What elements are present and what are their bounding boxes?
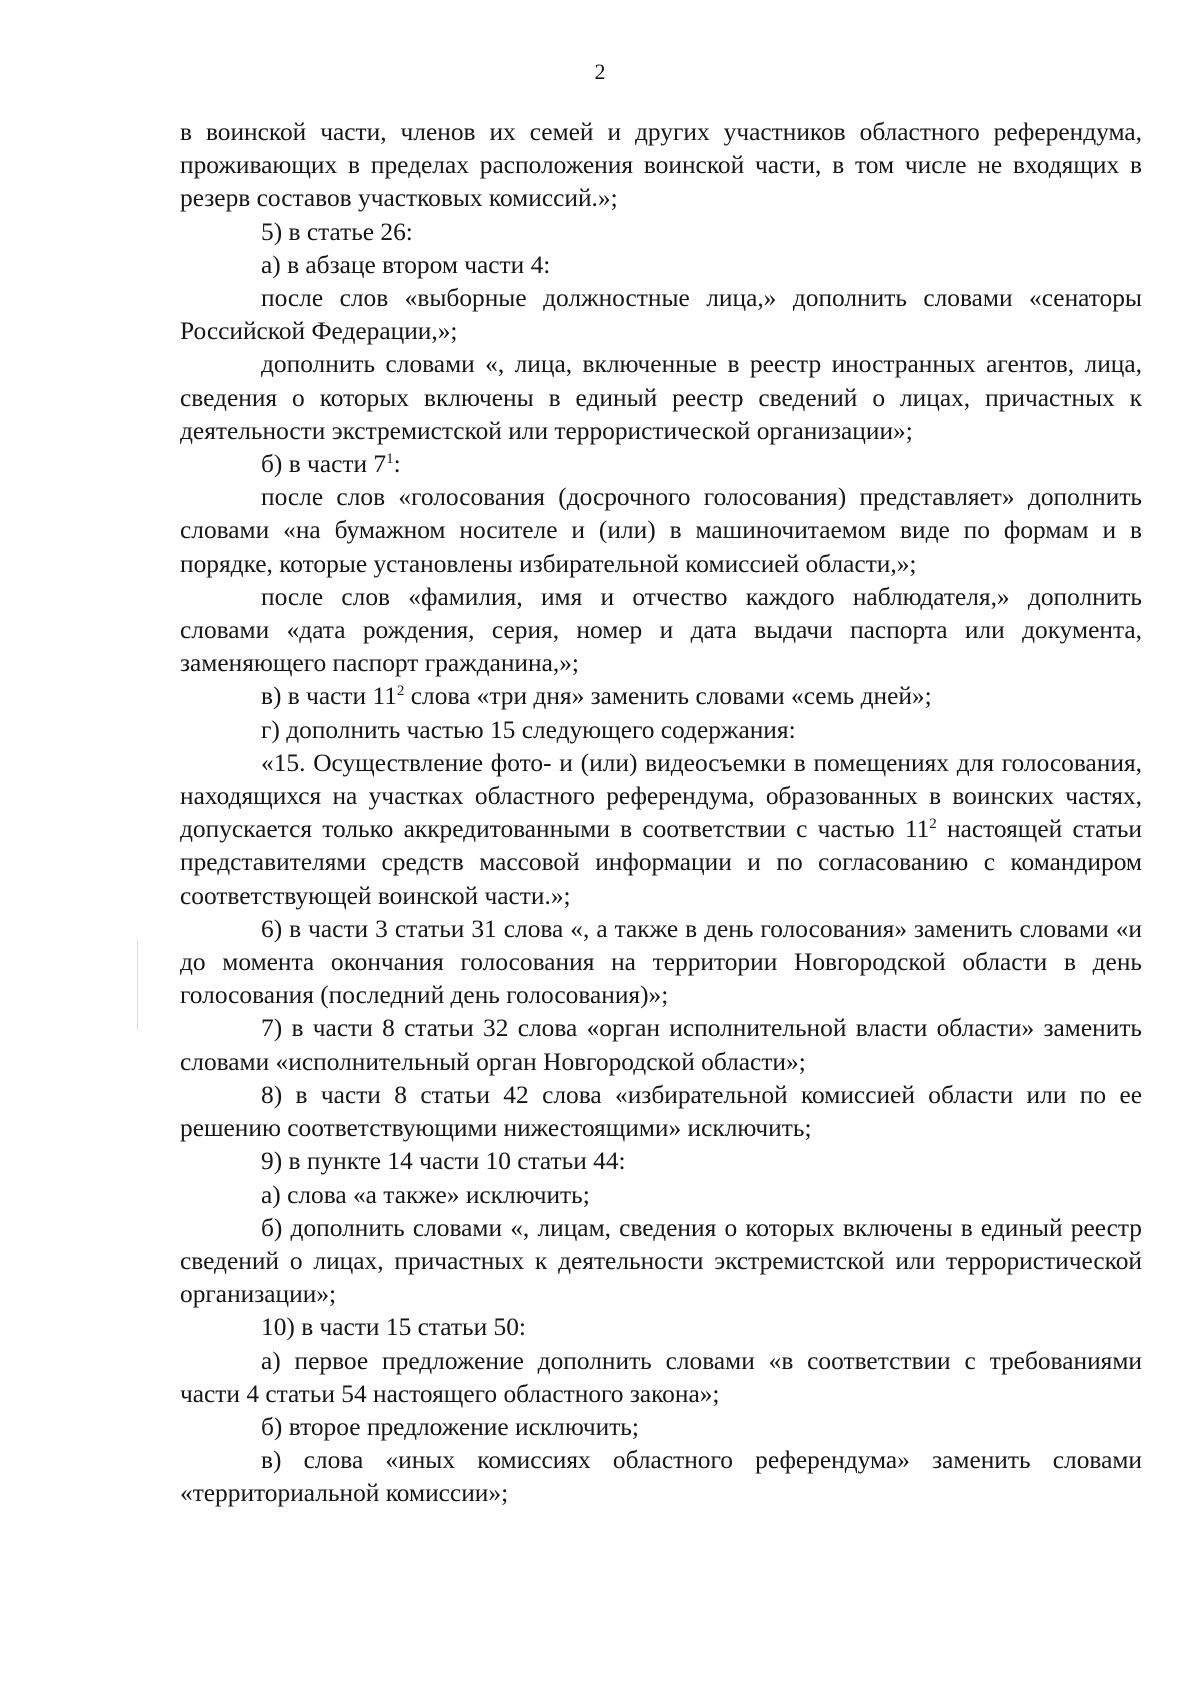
paragraph-foreign-agents-amendment: дополнить словами «, лица, включенные в реестр иностранных агентов, лица, сведения о которых включены в единый реестр сведений о лицах, причастных к деятельности экстремистской или террористической организации»;: [180, 350, 1142, 445]
paragraph-text-before: в) в части 11: [261, 682, 397, 711]
superscript-index: 2: [396, 683, 405, 700]
scan-edge-mark: [137, 940, 138, 1030]
paragraph-part-15-text: [180, 747, 1142, 913]
paragraph-item-10b: б) второе предложение исключить;: [261, 1412, 639, 1441]
paragraph-paper-carrier-amendment: после слов «голосования (досрочного голосования) представляет» дополнить словами «на бумажном носителе и (или) в машиночитаемом виде по формам и в порядке, которые установлены избирательной комиссией области,»;: [180, 483, 1142, 578]
paragraph-item-7: 7) в части 8 статьи 32 слова «орган исполнительной власти области» заменить словами «исполнительный орган Новгородской области»;: [180, 1014, 1142, 1076]
paragraph-senators-amendment: после слов «выборные должностные лица,» дополнить словами «сенаторы Российской Федерации,»;: [180, 284, 1142, 346]
paragraph-text-after: слова «три дня» заменить словами «семь дней»;: [404, 682, 932, 711]
paragraph-item-10: 10) в части 15 статьи 50:: [261, 1313, 526, 1342]
paragraph-item-5b: [180, 448, 1142, 481]
superscript-index: 2: [929, 816, 937, 833]
paragraph-item-5g: г) дополнить частью 15 следующего содержания:: [261, 715, 796, 744]
superscript-index: 1: [386, 451, 394, 468]
paragraph-text-before: б) в части 7: [261, 450, 387, 479]
paragraph-item-5v: [180, 680, 1142, 713]
paragraph-text-after: настоящей статьи представителями средств массовой информации и по согласованию с командиром соответствующей воинской части.»;: [180, 815, 1142, 910]
paragraph-continuation: в воинской части, членов их семей и других участников областного референдума, проживающих в пределах расположения воинской части, в том числе не входящих в резерв составов участковых комиссий.»;: [180, 118, 1142, 213]
document-body: [180, 116, 1142, 1511]
paragraph-item-5a: а) в абзаце втором части 4:: [261, 250, 551, 279]
paragraph-text-before: «15. Осуществление фото- и (или) видеосъемки в помещениях для голосования, находящихся на участках областного референдума, образованных в воинских частях, допускается только аккредитованными в соответствии с частью 11: [180, 748, 1142, 844]
paragraph-item-9: 9) в пункте 14 части 10 статьи 44:: [261, 1147, 626, 1176]
paragraph-item-10v: в) слова «иных комиссиях областного референдума» заменить словами «территориальной комиссии»;: [180, 1446, 1142, 1508]
paragraph-item-5: 5) в статье 26:: [261, 217, 413, 246]
paragraph-item-9b: б) дополнить словами «, лицам, сведения о которых включены в единый реестр сведений о лицах, причастных к деятельности экстремистской или террористической организации»;: [180, 1213, 1142, 1309]
paragraph-item-8: 8) в части 8 статьи 42 слова «избирательной комиссией области или по ее решению соответствующими нижестоящими» исключить;: [180, 1080, 1142, 1143]
paragraph-text-after: :: [393, 450, 401, 479]
paragraph-item-10a: а) первое предложение дополнить словами «в соответствии с требованиями части 4 статьи 54 настоящего областного закона»;: [180, 1346, 1142, 1408]
paragraph-observer-data-amendment: после слов «фамилия, имя и отчество каждого наблюдателя,» дополнить словами «дата рождения, серия, номер и дата выдачи паспорта или документа, заменяющего паспорт гражданина,»;: [180, 582, 1142, 678]
paragraph-item-6: 6) в части 3 статьи 31 слова «, а также в день голосования» заменить словами «и до момента окончания голосования на территории Новгородской области в день голосования (последний день голосования)»;: [180, 914, 1142, 1010]
page-number: 2: [594, 59, 606, 84]
paragraph-item-9a: а) слова «а также» исключить;: [261, 1180, 590, 1209]
